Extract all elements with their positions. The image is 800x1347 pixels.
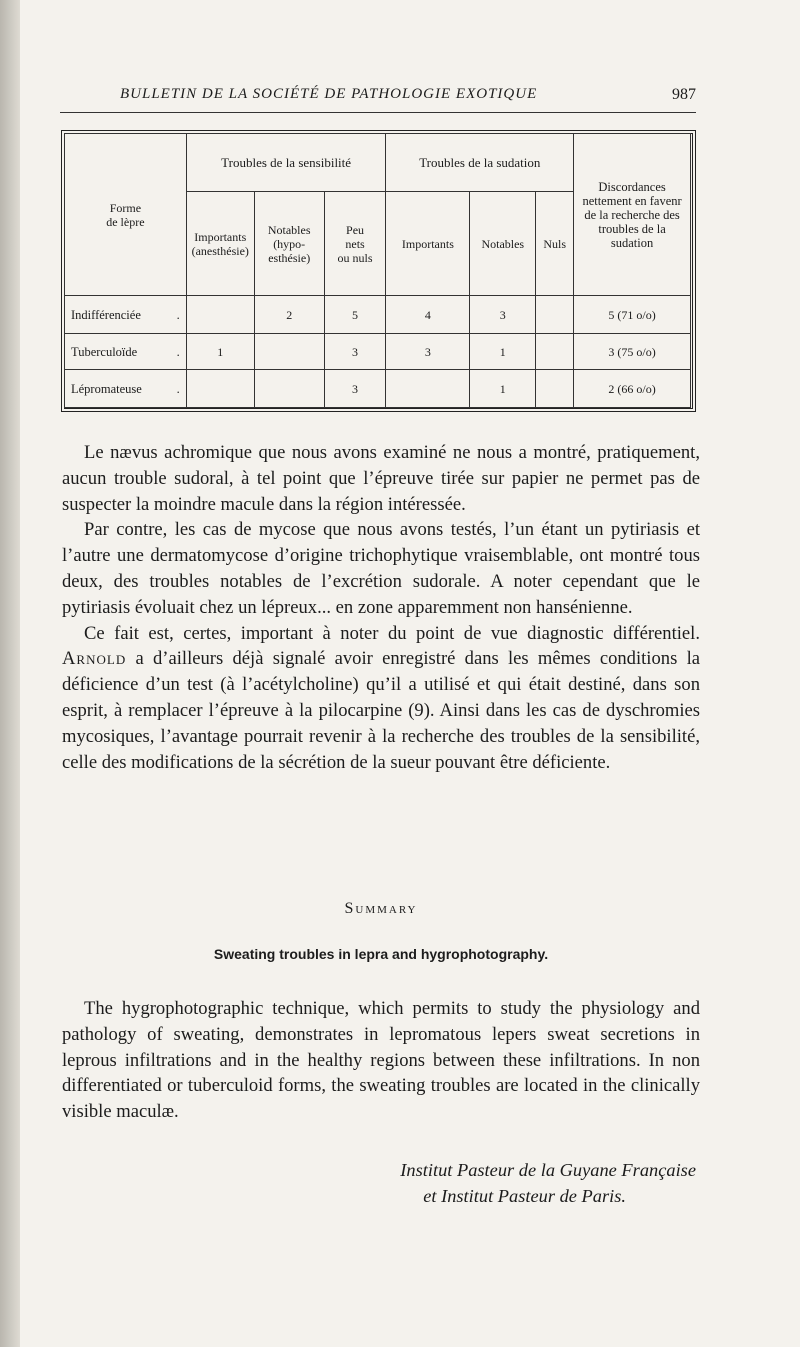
affiliation-line-1: Institut Pasteur de la Guyane Française (400, 1160, 696, 1180)
affiliation-line-2: et Institut Pasteur de Paris. (423, 1186, 626, 1206)
table-row: Indifférenciée . 2 5 4 3 5 (71 o/o) (65, 296, 691, 334)
table-row: Tuberculoïde . 1 3 3 1 3 (75 o/o) (65, 334, 691, 370)
header-notables-sensibilite: Notables (hypo- esthésie) (254, 192, 324, 296)
summary-subtitle: Sweating troubles in lepra and hygrophotography. (213, 946, 549, 962)
page-number: 987 (672, 86, 696, 103)
header-nuls: Nuls (536, 192, 574, 296)
running-head (100, 86, 700, 108)
body-text (62, 440, 700, 775)
header-importants-sudation: Importants (386, 192, 470, 296)
paragraph: Par contre, les cas de mycose que nous avons testés, l’un étant un pytiriasis et l’autre une dermatomycose d’origine trichophytique vraisemblable, ont montré tous deux, des troubles notables de l’excrétion sudorale. A noter cependant que le pytiriasis évoluait chez un lépreux... en zone apparemment non hansénienne. (62, 519, 700, 618)
running-title: BULLETIN DE LA SOCIÉTÉ DE PATHOLOGIE EXOTIQUE (120, 86, 538, 102)
table-row: Lépromateuse . 3 1 2 (66 o/o) (65, 370, 691, 408)
summary-heading: Summary (344, 900, 418, 917)
header-troubles-sensibilite: Troubles de la sensibilité (186, 134, 386, 192)
header-notables-sudation: Notables (470, 192, 536, 296)
paragraph: Ce fait est, certes, important à noter du point de vue diagnostic différentiel. Arnold a d’ailleurs déjà signalé avoir enregistré dans les mêmes conditions la déficience d’un test (à l’acétylcholine) qu’il a utilisé et qui était destiné, dans son esprit, à remplacer l’épreuve à la pilocarpine (9). Ainsi dans les cas de dyschromies mycosiques, l’avantage pourrait revenir à la recherche des troubles de la sensibilité, celle des modifications de la sécrétion de la sueur pouvant être déficiente. (62, 622, 700, 773)
header-troubles-sudation: Troubles de la sudation (386, 134, 574, 192)
paragraph: Le nævus achromique que nous avons examiné ne nous a montré, pratiquement, aucun trouble sudoral, à tel point que l’épreuve tirée sur papier ne permet pas de suspecter la moindre macule dans la région intéressée. (62, 442, 700, 515)
author-name: Arnold (62, 648, 127, 670)
header-forme: Forme de lèpre (65, 134, 187, 296)
header-peu-nets: Peu nets ou nuls (324, 192, 386, 296)
header-discordances: Discordances nettement en favenr de la recherche des troubles de la sudation (574, 134, 691, 296)
page-binding-edge (0, 0, 20, 1347)
summary-text: The hygrophotographic technique, which permits to study the physiology and pathology of sweating, demonstrates in lepromatous lepers sweat secretions in leprous infiltrations and in the healthy regions between these infiltrations. In non differentiated or tuberculoid forms, the sweating troubles are located in the clinically visible maculæ. (62, 998, 700, 1123)
header-importants-sensibilite: Importants (anesthésie) (186, 192, 254, 296)
header-rule (60, 112, 696, 113)
leprosy-troubles-table (64, 133, 691, 408)
